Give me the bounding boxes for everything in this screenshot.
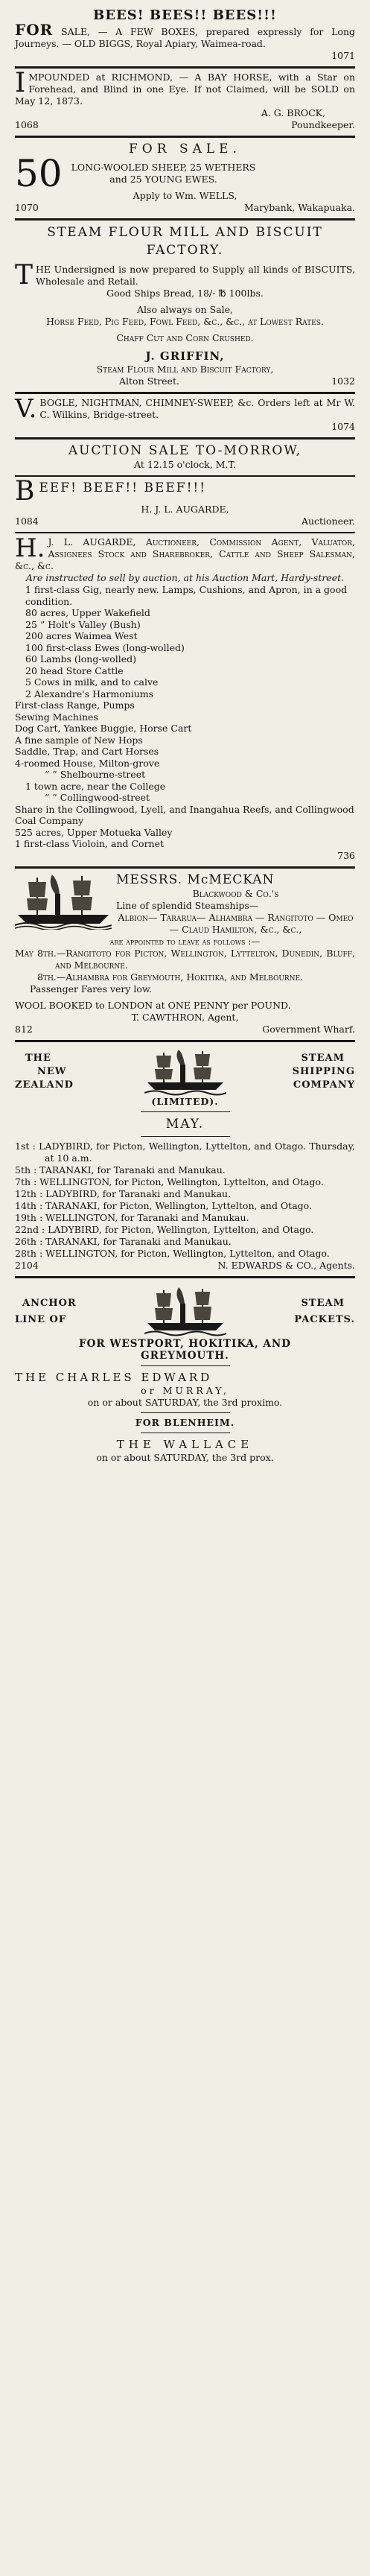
- sheep-number-big: 50: [15, 152, 63, 195]
- flour-mill-feeds: Horse Feed, Pig Feed, Fowl Feed, &c., &c., at Lowest Rates.: [46, 316, 324, 327]
- augarde-intro: Are instructed to sell by auction, at his Auction Mart, Hardy-street.: [25, 572, 345, 583]
- impounded-drop-cap: I: [15, 68, 26, 98]
- bogle-text: BOGLE, NIGHTMAN, CHIMNEY-SWEEP, &c. Orders left at Mr W. C. Wilkins, Bridge-street.: [39, 397, 355, 420]
- anchor-route-line2: GREYMOUTH.: [141, 1349, 229, 1362]
- bogle-drop-cap: V.: [15, 394, 37, 424]
- mcmeckan-advertisement: [15, 869, 355, 1042]
- anchor-word-anchor: ANCHOR: [22, 1297, 77, 1309]
- list-item: 12th : LADYBIRD, for Taranaki and Manukau.: [15, 1187, 232, 1199]
- flour-mill-street: Alton Street.: [119, 375, 179, 387]
- auction-advertisement: [15, 440, 355, 477]
- sheep-line2: and 25 YOUNG EWES.: [109, 174, 217, 185]
- nz-shipping-word-steam: STEAM: [301, 1052, 345, 1064]
- sheep-advertisement: [15, 138, 355, 221]
- list-item: Share in the Collingwood, Lyell, and Inangahua Reefs, and Collingwood Coal Company: [15, 803, 354, 826]
- bees-lead: FOR: [15, 21, 54, 39]
- nz-shipping-month: MAY.: [165, 1116, 205, 1132]
- mcmeckan-line2: Line of splendid Steamships—: [116, 899, 259, 911]
- bogle-number: 1074: [331, 421, 355, 432]
- auction-time: At 12.15 o'clock, M.T.: [134, 459, 236, 470]
- flour-mill-advertisement: [15, 221, 355, 394]
- nz-shipping-word-new: NEW: [37, 1065, 67, 1077]
- list-item: 5th : TARANAKI, for Taranaki and Manukau.: [15, 1164, 226, 1176]
- anchor-ship1-alt: or MURRAY,: [141, 1384, 229, 1396]
- mcmeckan-may8-alhambra: 8th.—Alhambra for Greymouth, Hokitika, and Melbourne.: [37, 971, 304, 983]
- list-item: 28th : WELLINGTON, for Picton, Wellington, Lyttelton, and Otago.: [15, 1247, 330, 1259]
- augarde-drop-cap: H.: [15, 533, 45, 563]
- flour-mill-name: J. GRIFFIN,: [145, 349, 225, 363]
- flour-mill-drop-cap: T: [15, 260, 34, 291]
- beef-number: 1084: [15, 515, 39, 527]
- nz-shipping-word-the: THE: [25, 1052, 51, 1064]
- anchor-ship1-date: on or about SATURDAY, the 3rd proximo.: [87, 1396, 283, 1408]
- list-item: 1 town acre, near the College: [25, 780, 166, 792]
- list-item: 2 Alexandre's Harmoniums: [25, 688, 154, 699]
- list-item: 1 first-class Gig, nearly new. Lamps, Cushions, and Apron, in a good condition.: [25, 584, 348, 607]
- flour-mill-bread: Good Ships Bread, 18/- ℔ 100lbs.: [106, 288, 264, 299]
- list-item: Dog Cart, Yankee Buggie, Horse Cart: [15, 723, 192, 734]
- sheep-apply: Apply to Wm. WELLS,: [133, 190, 237, 201]
- nz-shipping-word-zealand: ZEALAND: [15, 1079, 74, 1091]
- list-item: 19th : WELLINGTON, for Taranaki and Manukau.: [15, 1211, 249, 1223]
- mcmeckan-fares: Passenger Fares very low.: [30, 983, 153, 994]
- list-item: 60 Lambs (long-wolled): [25, 653, 137, 664]
- anchor-word-line-of: LINE OF: [15, 1313, 67, 1325]
- list-item: 7th : WELLINGTON, for Picton, Wellington, Lyttelton, and Otago.: [15, 1176, 324, 1187]
- list-item: 25 ” Holt's Valley (Bush): [25, 618, 141, 630]
- list-item: 1 first-class Violoin, and Cornet: [15, 838, 165, 849]
- mcmeckan-number: 812: [15, 1023, 33, 1035]
- list-item: 22nd : LADYBIRD, for Picton, Wellington, Lyttelton, and Otago.: [15, 1223, 314, 1235]
- flour-mill-heading: STEAM FLOUR MILL AND BISCUIT FACTORY.: [47, 225, 323, 258]
- augarde-item-list: [15, 584, 355, 850]
- nz-shipping-number: 2104: [15, 1259, 39, 1271]
- list-item: A fine sample of New Hops: [15, 734, 143, 746]
- mcmeckan-title: MESSRS. McMECKAN: [116, 872, 275, 887]
- anchor-route-line1: FOR WESTPORT, HOKITIKA, AND: [79, 1337, 291, 1350]
- flour-mill-also: Also always on Sale,: [137, 304, 233, 315]
- steamship-engraving-icon: [15, 872, 112, 930]
- nz-shipping-sailing-list: [15, 1141, 355, 1260]
- nz-shipping-word-shipping: SHIPPING: [292, 1065, 355, 1077]
- bees-advertisement: [15, 4, 355, 69]
- anchor-line-advertisement: [15, 1278, 355, 1468]
- mcmeckan-appointed: are appointed to leave as follows :—: [109, 936, 261, 947]
- flour-mill-text: HE Undersigned is now prepared to Supply all kinds of BISCUITS, Wholesale and Retail.: [36, 264, 355, 287]
- sheep-heading: FOR SALE.: [129, 142, 241, 156]
- flour-mill-factory: Steam Flour Mill and Biscuit Factory,: [96, 364, 274, 375]
- sheep-number: 1070: [15, 202, 39, 213]
- mcmeckan-may8-rangitoto: May 8th.—Rangitoto for Picton, Wellington, Lyttelton, Dunedin, Bluff, and Melbourne.: [15, 947, 355, 971]
- anchor-ship1-name: THE CHARLES EDWARD: [15, 1370, 213, 1384]
- list-item: 20 head Store Cattle: [25, 664, 124, 676]
- steamship-engraving-icon: [144, 1286, 226, 1338]
- nz-shipping-word-company: COMPANY: [293, 1079, 355, 1091]
- beef-title: Auctioneer.: [301, 515, 355, 527]
- impounded-advertisement: [15, 69, 355, 138]
- mcmeckan-line3: Albion— Tararua— Alhambra — Rangitoto — Omeo — Claud Hamilton, &c., &c.,: [118, 911, 354, 935]
- flour-mill-number: 1032: [331, 375, 355, 387]
- mcmeckan-agent: T. CAWTHRON, Agent,: [131, 1011, 239, 1023]
- list-item: 26th : TARANAKI, for Taranaki and Manukau.: [15, 1235, 232, 1247]
- bees-text: SALE, — A FEW BOXES, prepared expressly for Long Journeys. — OLD BIGGS, Royal Apiary, Waimea-road.: [15, 26, 355, 49]
- mcmeckan-line1: Blackwood & Co.'s: [192, 887, 279, 899]
- list-item: Saddle, Trap, and Cart Horses: [15, 746, 159, 757]
- mcmeckan-wool: WOOL BOOKED to LONDON at ONE PENNY per POUND.: [15, 999, 291, 1011]
- anchor-word-packets: PACKETS.: [294, 1313, 355, 1325]
- anchor-ship2-name: THE WALLACE: [116, 1437, 254, 1451]
- nz-shipping-limited: (LIMITED).: [151, 1095, 219, 1107]
- impounded-name: A. G. BROCK,: [261, 107, 325, 118]
- beef-advertisement: [15, 477, 355, 533]
- beef-heading: EEF! BEEF!! BEEF!!!: [39, 480, 207, 495]
- impounded-number: 1068: [15, 119, 39, 130]
- list-item: 14th : TARANAKI, for Picton, Wellington, Lyttelton, and Otago.: [15, 1199, 312, 1211]
- nz-shipping-agents: N. EDWARDS & CO., Agents.: [217, 1259, 355, 1271]
- steamship-engraving-icon: [144, 1048, 226, 1096]
- list-item: 80 acres, Upper Wakefield: [25, 607, 150, 618]
- beef-name: H. J. L. AUGARDE,: [141, 504, 229, 515]
- anchor-word-steam: STEAM: [301, 1297, 345, 1309]
- sheep-address: Marybank, Wakapuaka.: [243, 202, 355, 213]
- list-item: 4-roomed House, Milton-grove: [15, 757, 160, 769]
- nz-shipping-advertisement: [15, 1042, 355, 1278]
- list-item: 1st : LADYBIRD, for Picton, Wellington, Lyttelton, and Otago. Thursday, at 10 a.m.: [15, 1140, 355, 1164]
- list-item: 5 Cows in milk, and to calve: [25, 676, 159, 688]
- list-item: Sewing Machines: [15, 711, 98, 723]
- impounded-title: Poundkeeper.: [291, 119, 355, 130]
- beef-drop-cap: B: [15, 476, 36, 507]
- augarde-advertisement: [15, 533, 355, 869]
- list-item: 200 acres Waimea West: [25, 630, 138, 641]
- list-item: 100 first-class Ewes (long-wolled): [25, 641, 185, 653]
- anchor-ship2-date: on or about SATURDAY, the 3rd prox.: [96, 1451, 274, 1463]
- anchor-blenheim: FOR BLENHEIM.: [135, 1416, 235, 1428]
- sheep-line1: LONG-WOOLED SHEEP, 25 WETHERS: [71, 162, 256, 173]
- bees-heading: BEES! BEES!! BEES!!!: [93, 7, 277, 23]
- mcmeckan-wharf: Government Wharf.: [262, 1023, 355, 1035]
- list-item: 525 acres, Upper Motueka Valley: [15, 826, 173, 838]
- list-item: ” ” Collingwood-street: [45, 792, 150, 803]
- list-item: ” ” Shelbourne-street: [45, 769, 146, 780]
- flour-mill-chaff: Chaff Cut and Corn Crushed.: [116, 332, 254, 343]
- bees-number: 1071: [331, 50, 355, 61]
- augarde-number: 736: [337, 849, 355, 861]
- auction-heading: AUCTION SALE TO-MORROW,: [68, 443, 302, 458]
- list-item: First-class Range, Pumps: [15, 699, 135, 711]
- impounded-text: MPOUNDED at RICHMOND, — A BAY HORSE, with a Star on Forehead, and Blind in one Eye. If not Claimed, will be SOLD on May 12, 1873.: [15, 72, 355, 107]
- augarde-text: J. L. AUGARDE, Auctioneer, Commission Agent, Valuator, Assignees Stock and Sharebroker, Cattle and Sheep Salesman, &c., &c.: [15, 536, 355, 571]
- bogle-advertisement: [15, 394, 355, 440]
